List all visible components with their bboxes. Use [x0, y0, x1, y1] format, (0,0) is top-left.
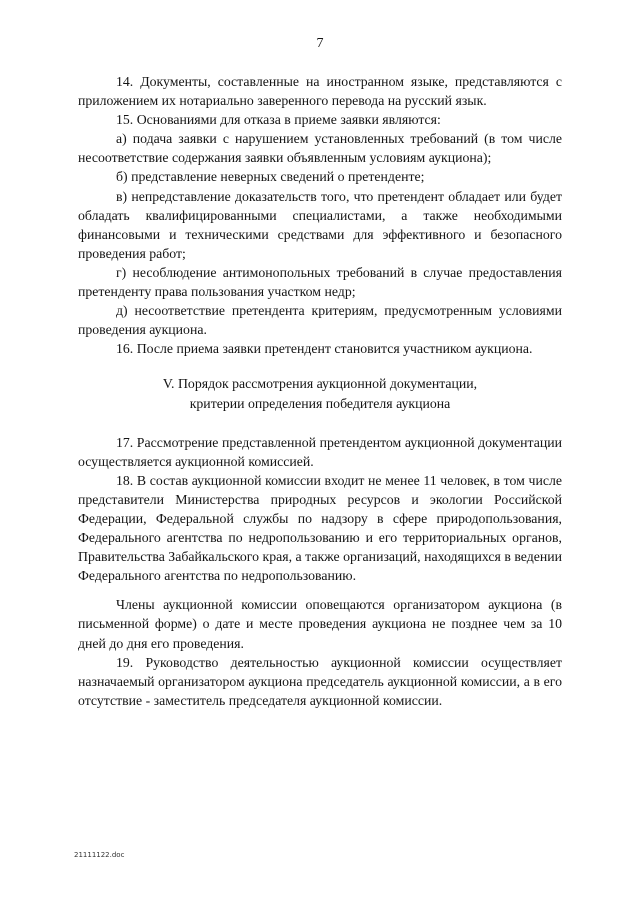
section-v-heading-line-1: V. Порядок рассмотрения аукционной документации,	[162, 376, 478, 392]
paragraph-14: 14. Документы, составленные на иностранном языке, представляются с приложением их нотариально заверенного перевода на русский язык.	[78, 74, 562, 109]
section-v-heading-line-2: критерии определения победителя аукциона	[189, 395, 451, 411]
page-number: 7	[316, 36, 324, 51]
paragraph-15-item-a: а) подача заявки с нарушением установленных требований (в том числе несоответствие содержания заявки объявленным условиям аукциона);	[78, 131, 562, 166]
paragraph-15-item-e: д) несоответствие претендента критериям, предусмотренным условиями проведения аукциона.	[78, 303, 562, 338]
section-v-heading	[78, 374, 562, 412]
paragraph-17: 17. Рассмотрение представленной претендентом аукционной документации осуществляется аукционной комиссией.	[78, 434, 562, 469]
paragraph-18: 18. В состав аукционной комиссии входит не менее 11 человек, в том числе представители Министерства природных ресурсов и экологии Российской Федерации, Федеральной службы по надзору в сфере природопользования, Федерального агентства по недропользованию и его территориальных органов, Правительства Забайкальского края, а также организаций, находящихся в ведении Федерального агентства по недропользованию.	[78, 472, 562, 584]
paragraph-15-item-c: в) непредставление доказательств того, что претендент обладает или будет обладать квалифицированными специалистами, а также необходимыми финансовыми и техническими средствами для эффективного и безопасного проведения работ;	[78, 188, 562, 261]
paragraph-15: 15. Основаниями для отказа в приеме заявки являются:	[116, 112, 441, 128]
document-file-code: 21111122.doc	[74, 851, 125, 859]
paragraph-15-item-d: г) несоблюдение антимонопольных требований в случае предоставления претенденту права пользования участком недр;	[78, 264, 562, 300]
paragraph-15-item-b: б) представление неверных сведений о претенденте;	[116, 169, 425, 185]
paragraph-19: 19. Руководство деятельностью аукционной комиссии осуществляет назначаемый организатором аукциона председатель аукционной комиссии, а в его отсутствие - заместитель председателя аукционной комиссии.	[78, 654, 562, 708]
paragraph-16: 16. После приема заявки претендент становится участником аукциона.	[116, 341, 533, 357]
document-body	[78, 72, 562, 710]
paragraph-18-members: Члены аукционной комиссии оповещаются организатором аукциона (в письменной форме) о дате и месте проведения аукциона не позднее чем за 10 дней до дня его проведения.	[78, 597, 562, 651]
paragraph-gap	[78, 585, 562, 595]
